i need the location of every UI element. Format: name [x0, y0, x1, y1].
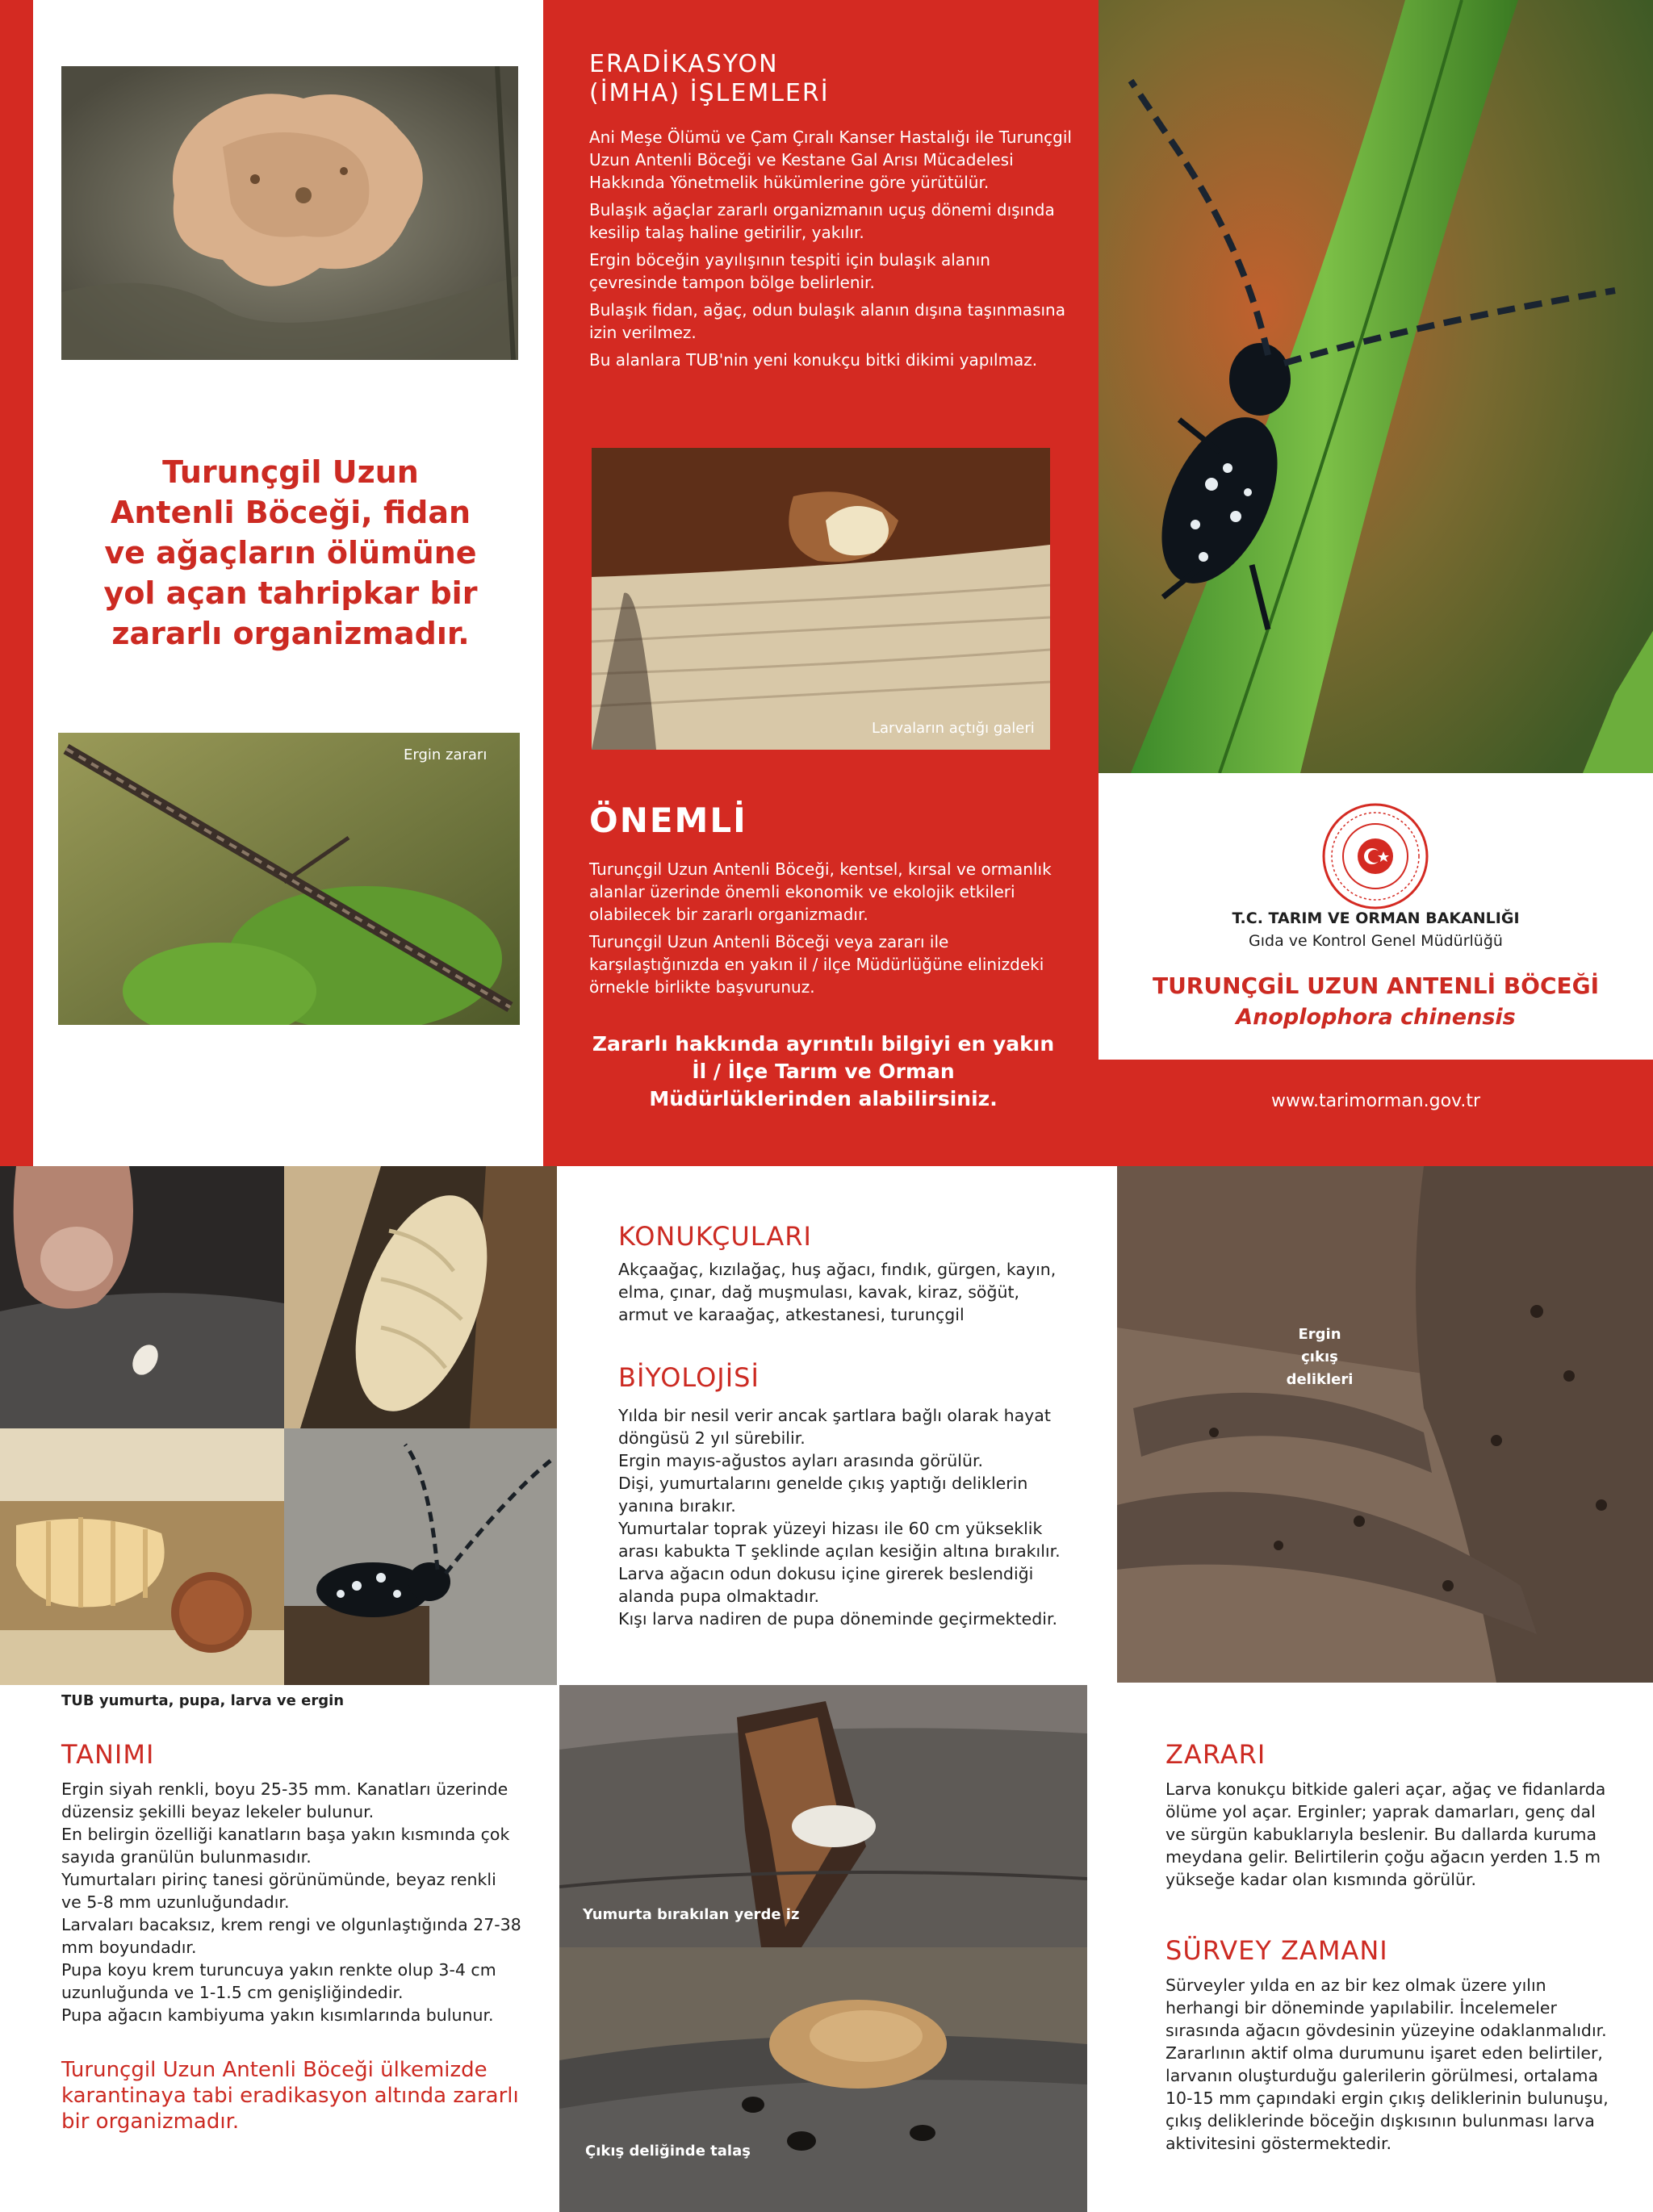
larva-gallery-caption: Larvaların açtığı galeri	[872, 720, 1035, 737]
important-paragraph: Turunçgil Uzun Antenli Böceği, kentsel, kırsal ve ormanlık alanlar üzerinde önemli ekonomik ve ekolojik etkileri olabilecek bir zararlı organizmadır.	[589, 859, 1052, 924]
description-paragraph: Pupa ağacın kambiyuma yakın kısımlarında bulunur.	[61, 2005, 494, 2025]
exit-holes-photo	[1117, 1166, 1653, 1683]
adult-damage-photo	[58, 733, 520, 1025]
damage-section	[1165, 1739, 1617, 1891]
biology-paragraph: Dişi, yumurtalarını genelde çıkış yaptığı deliklerin yanına bırakır.	[618, 1474, 1028, 1516]
description-title: TANIMI	[61, 1739, 155, 1770]
important-section	[589, 801, 1073, 1003]
eradication-paragraph: Bulaşık ağaçlar zararlı organizmanın uçuş dönemi dışında kesilip talaş haline getirilir, yakılır.	[589, 200, 1055, 242]
survey-text: Sürveyler yılda en az bir kez olmak üzere yılın herhangi bir döneminde yapılabilir. İncelemeler sırasında ağacın gövdesinin yüzeyine odaklanmalıdır. Zararlının aktif olma durumunu işaret eden belirtiler, larvanın oluşturduğu galerilerin görülmesi, ortalama 10-15 mm çapındaki ergin çıkış deliklerinin bulunuşu, çıkış deliklerinde böceğin dışkısının bulunması larva aktivitesini göstermektedir.	[1165, 1976, 1609, 2153]
eradication-paragraph: Bu alanlara TUB'nin yeni konukçu bitki dikimi yapılmaz.	[589, 350, 1038, 370]
ministry-seal	[1320, 801, 1430, 911]
cover-website[interactable]: www.tarimorman.gov.tr	[1270, 1091, 1480, 1111]
biology-paragraph: Yılda bir nesil verir ancak şartlara bağlı olarak hayat döngüsü 2 yıl sürebilir.	[618, 1406, 1051, 1448]
eradication-paragraph: Ani Meşe Ölümü ve Çam Çıralı Kanser Hastalığı ile Turunçgil Uzun Antenli Böceği ve Kestane Gal Arısı Mücadelesi Hakkında Yönetmelik hükümlerine göre yürütülür.	[589, 128, 1072, 192]
eradication-paragraph: Bulaşık fidan, ağaç, odun bulaşık alanın dışına taşınmasına izin verilmez.	[589, 300, 1065, 342]
stump-photo	[61, 66, 518, 360]
pupa-photo	[284, 1166, 557, 1428]
description-paragraph: Pupa koyu krem turuncuya yakın renkte olup 3-4 cm uzunluğunda ve 1-1.5 cm genişliğindedir.	[61, 1960, 496, 2002]
biology-paragraph: Larva ağacın odun dokusu içine girerek beslendiği alanda pupa olmaktadır.	[618, 1564, 1034, 1606]
eradication-section	[589, 50, 1073, 376]
hosts-text: Akçaağaç, kızılağaç, huş ağacı, fındık, gürgen, kayın, elma, çınar, dağ muşmulası, kavak, kiraz, söğüt, armut ve karaağaç, atkestanesi, turunçgil	[618, 1260, 1057, 1324]
description-paragraph: Larvaları bacaksız, krem rengi ve olgunlaştığında 27-38 mm boyundadır.	[61, 1915, 521, 1957]
quarantine-note: Turunçgil Uzun Antenli Böceği ülkemizde karantinaya tabi eradikasyon altında zararlı bir organizmadır.	[61, 2058, 519, 2134]
biology-section	[618, 1362, 1070, 1630]
frass-photo	[559, 1947, 1087, 2212]
biology-paragraph: Kışı larva nadiren de pupa döneminde geçirmektedir.	[618, 1609, 1058, 1629]
eradication-title-line2: (İMHA) İŞLEMLERİ	[589, 79, 830, 107]
description-section	[61, 1739, 521, 2135]
important-paragraph: Turunçgil Uzun Antenli Böceği veya zararı ile karşılaştığınızda en yakın il / ilçe Müdürlüğüne elinizdeki örnekle birlikte başvurunuz.	[589, 932, 1044, 997]
larva-gallery-photo	[592, 448, 1050, 750]
cover-title: TURUNÇGİL UZUN ANTENLİ BÖCEĞİ	[1152, 972, 1600, 999]
life-stages-caption: TUB yumurta, pupa, larva ve ergin	[61, 1692, 345, 1709]
egg-photo	[0, 1166, 284, 1428]
description-paragraph: Ergin siyah renkli, boyu 25-35 mm. Kanatları üzerinde düzensiz şekilli beyaz lekeler bulunur.	[61, 1779, 508, 1821]
beetle-on-leaf-photo	[1099, 0, 1653, 773]
important-callout: Zararlı hakkında ayrıntılı bilgiyi en yakın İl / İlçe Tarım ve Orman Müdürlüklerinden alabilirsiniz.	[592, 1032, 1055, 1110]
larva-photo	[0, 1428, 284, 1685]
adult-beetle-photo	[284, 1428, 557, 1685]
description-paragraph: Yumurtaları pirinç tanesi görünümünde, beyaz renkli ve 5-8 mm uzunluğundadır.	[61, 1870, 496, 1912]
hosts-section	[618, 1221, 1070, 1326]
exit-holes-caption: Ergin çıkış delikleri	[1286, 1326, 1354, 1388]
biology-paragraph: Yumurtalar toprak yüzeyi hizası ile 60 cm yükseklik arası kabukta T şeklinde açılan kesiğin altına bırakılır.	[618, 1519, 1061, 1561]
damage-text: Larva konukçu bitkide galeri açar, ağaç ve fidanlarda ölüme yol açar. Erginler; yaprak damarları, genç dal ve sürgün kabuklarıyla beslenir. Bu dallarda kuruma meydana gelir. Belirtilerin çoğu ağacın yerden 1.5 m yükseğe kadar olan kısmında görülür.	[1165, 1779, 1606, 1889]
eradication-paragraph: Ergin böceğin yayılışının tespiti için bulaşık alanın çevresinde tampon bölge belirlenir.	[589, 250, 990, 292]
hosts-title: KONUKÇULARI	[618, 1221, 812, 1252]
description-paragraph: En belirgin özelliği kanatların başa yakın kısmında çok sayıda granülün bulunmasıdır.	[61, 1825, 510, 1867]
survey-section	[1165, 1935, 1617, 2155]
headline: Turunçgil Uzun Antenli Böceği, fidan ve ağaçların ölümüne yol açan tahripkar bir zararlı organizmadır.	[103, 454, 478, 651]
adult-damage-caption: Ergin zararı	[404, 746, 488, 763]
cover-directorate: Gıda ve Kontrol Genel Müdürlüğü	[1249, 932, 1503, 950]
important-title: ÖNEMLİ	[589, 801, 747, 840]
damage-title: ZARARI	[1165, 1739, 1266, 1770]
biology-paragraph: Ergin mayıs-ağustos ayları arasında görülür.	[618, 1451, 984, 1470]
survey-title: SÜRVEY ZAMANI	[1165, 1935, 1388, 1966]
cover-ministry: T.C. TARIM VE ORMAN BAKANLIĞI	[1232, 909, 1520, 927]
left-red-strip	[0, 0, 33, 1166]
frass-caption: Çıkış deliğinde talaş	[585, 2143, 751, 2160]
egg-site-caption: Yumurta bırakılan yerde iz	[583, 1906, 800, 1923]
biology-title: BİYOLOJİSİ	[618, 1362, 760, 1393]
cover-latin-name: Anoplophora chinensis	[1236, 1005, 1516, 1030]
eradication-title-line1: ERADİKASYON	[589, 50, 779, 78]
